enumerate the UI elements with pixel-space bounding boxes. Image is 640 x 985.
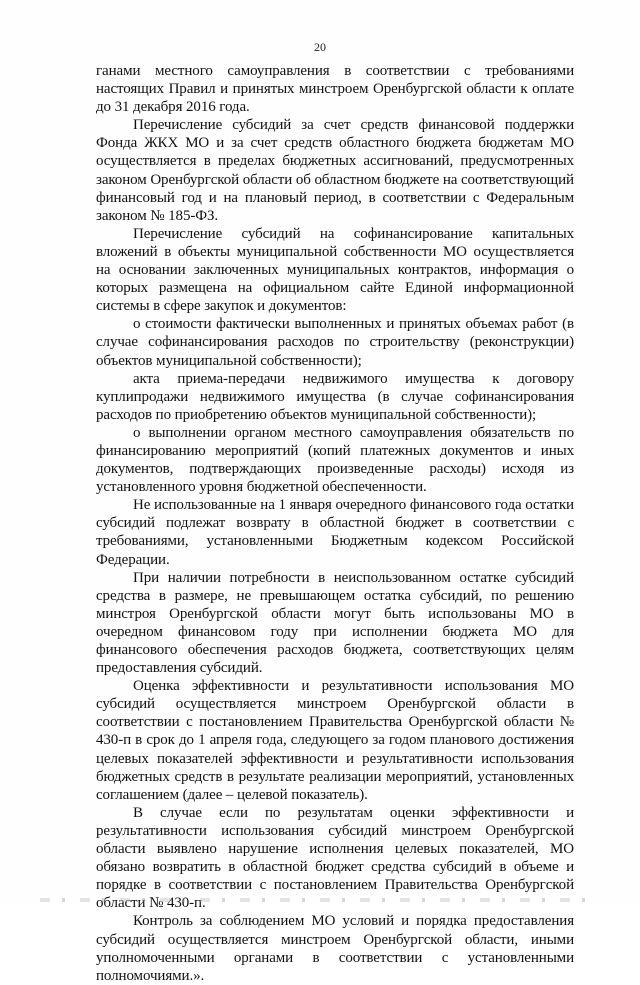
paragraph: о стоимости фактически выполненных и принятых объемах работ (в случае софинансирования расходов по строительству (реконструкции) объектов муниципальной собственности); — [96, 316, 574, 369]
paragraph: Оценка эффективности и результативности использования МО субсидий осуществляется минстроем Оренбургской области в соответствии с постановлением Правительства Оренбургской области № 430-п в срок до 1 апреля года, следующего за годом планового достижения целевых показателей эффективности и результативности использования бюджетных средств в результате реализации мероприятий, установленных соглашением (далее – целевой показатель). — [96, 678, 574, 803]
paragraph: Контроль за соблюдением МО условий и порядка предоставления субсидий осуществляется минстроем Оренбургской области, иными уполномоченными органами в соответствии с установленными полномочиями.». — [96, 913, 574, 984]
paragraph: о выполнении органом местного самоуправления обязательств по финансированию мероприятий (копий платежных документов и иных документов, подтверждающих произведенные расходы) исходя из установленного уровня бюджетной обеспеченности. — [96, 424, 574, 496]
paragraph: Перечисление субсидий на софинансирование капитальных вложений в объекты муниципальной собственности МО осуществляется на основании заключенных муниципальных контрактов, информация о которых размещена на официальном сайте Единой информационной системы в сфере закупок и документов: — [96, 225, 574, 315]
scan-artifact — [40, 898, 600, 902]
paragraph: В случае если по результатам оценки эффективности и результативности использования субсидий минстроем Оренбургской области выявлено нарушение исполнения целевых показателей, МО обязано возвратить в областной бюджет средства субсидий в объеме и порядке в соответствии с постановлением Правительства Оренбургской области № 430-п. — [96, 804, 574, 912]
document-body — [96, 62, 574, 985]
paragraph: акта приема-передачи недвижимого имущества к договору куплипродажи недвижимого имущества (в случае софинансирования расходов по приобретению объектов муниципальной собственности); — [96, 370, 574, 423]
paragraph: При наличии потребности в неиспользованном остатке субсидий средства в размере, не превышающем остатка субсидий, по решению минстроя Оренбургской области могут быть использованы МО в очередном финансовом году при исполнении бюджета МО для финансового обеспечения расходов бюджета, соответствующих целям предоставления субсидий. — [96, 569, 574, 677]
page-number: 20 — [314, 40, 326, 54]
paragraph: Не использованные на 1 января очередного финансового года остатки субсидий подлежат возврату в областной бюджет в соответствии с требованиями, установленными Бюджетным кодексом Российской Федерации. — [96, 497, 574, 568]
paragraph: Перечисление субсидий за счет средств финансовой поддержки Фонда ЖКХ МО и за счет средств областного бюджета бюджетам МО осуществляется в пределах бюджетных ассигнований, предусмотренных законом Оренбургской области об областном бюджете на соответствующий финансовый год и на плановый период, в соответствии с Федеральным законом № 185-ФЗ. — [96, 117, 574, 224]
paragraph: ганами местного самоуправления в соответствии с требованиями настоящих Правил и принятых минстроем Оренбургской области к оплате до 31 декабря 2016 года. — [96, 63, 574, 116]
